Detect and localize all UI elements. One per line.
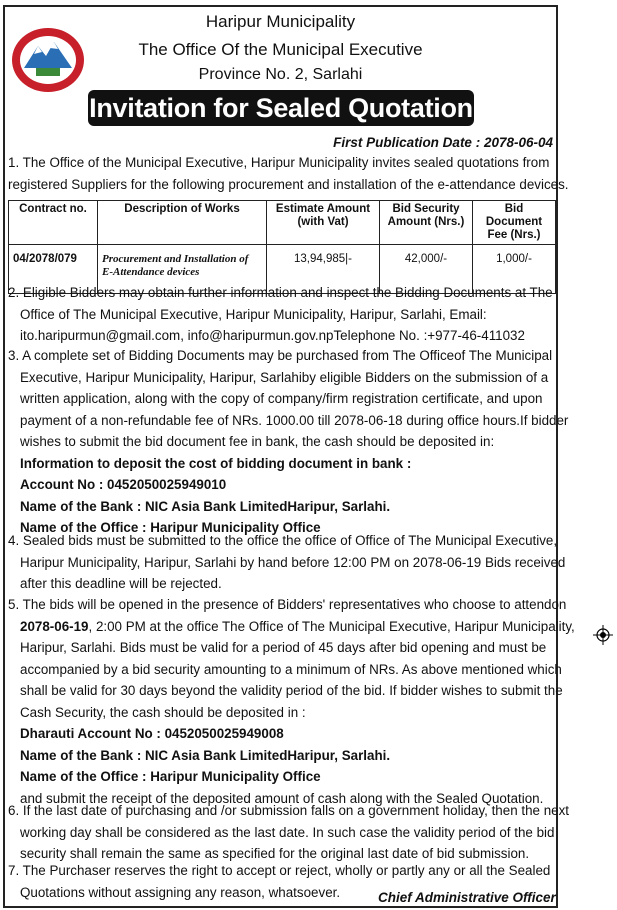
p5-line-2	[8, 616, 575, 638]
registration-mark-icon	[593, 625, 613, 645]
cell-doc-fee: 1,000/-	[473, 245, 556, 294]
p2-line-3: ito.haripurmun@gmail.com, info@haripurmun.gov.npTelephone No. :+977-46-411032	[20, 328, 525, 343]
paragraph-6	[8, 800, 570, 865]
p3-line-4: payment of a non-refundable fee of NRs. 1000.00 till 2078-06-18 during office hours.If bidder	[20, 412, 569, 428]
p4-line-2: Haripur Municipality, Haripur, Sarlahi by hand before 12:00 PM on 2078-06-19 Bids received	[20, 554, 566, 570]
cell-description: Procurement and Installation of E-Attendance devices	[98, 245, 267, 294]
signatory: Chief Administrative Officer	[378, 890, 556, 905]
account-number: Account No : 0452050025949010	[20, 477, 227, 492]
p3-line-1: 3. A complete set of Bidding Documents may be purchased from The Officeof The Municipal	[8, 348, 553, 363]
paragraph-5	[8, 594, 575, 809]
p5-line-5: shall be valid for 30 days beyond the validity period of the bid. If bidder wishes to submit the	[20, 683, 563, 698]
bank-name: Name of the Bank : NIC Asia Bank LimitedHaripur, Sarlahi.	[20, 498, 391, 514]
cell-bid-security: 42,000/-	[380, 245, 473, 294]
province-name: Province No. 2, Sarlahi	[198, 66, 363, 83]
p5-line-1: 5. The bids will be opened in the presence of Bidders' representatives who choose to attendon	[8, 597, 567, 612]
p1-line-2: registered Suppliers for the following procurement and installation of the e-attendance devices.	[8, 176, 569, 192]
office-name-bank: Name of the Office : Haripur Municipality Office	[20, 520, 321, 535]
p3-line-3: written application, along with the copy of company/firm registration certificate, and upon	[20, 391, 543, 406]
p3-line-2: Executive, Haripur Municipality, Haripur, Sarlahiby eligible Bidders on the submission of a	[20, 369, 549, 385]
bid-table	[8, 200, 556, 294]
publication-date: First Publication Date : 2078-06-04	[333, 135, 553, 150]
p2-line-1: 2. Eligible Bidders may obtain further information and inspect the Bidding Documents at The	[8, 285, 553, 300]
p5-line-3: Haripur, Sarlahi. Bids must be valid for a period of 45 days after bid opening and must be	[20, 640, 547, 655]
municipality-name: Haripur Municipality	[205, 12, 356, 31]
office-name: The Office Of the Municipal Executive	[138, 40, 423, 59]
office-name-2: Name of the Office : Haripur Municipality Office	[20, 769, 321, 784]
table-header-row	[9, 201, 556, 245]
col-contract-no: Contract no.	[9, 201, 98, 245]
opening-date: 2078-06-19	[20, 618, 89, 634]
cell-contract-no: 04/2078/079	[9, 245, 98, 294]
paragraph-3	[8, 345, 569, 539]
p3-line-5: wishes to submit the bid document fee in bank, the cash should be deposited in:	[20, 434, 495, 449]
p5-line-7: and submit the receipt of the deposited amount of cash along with the Sealed Quotation.	[20, 790, 544, 806]
p6-line-3: security shall remain the same as specified for the original last date of bid submission.	[20, 846, 530, 861]
p5-line-4: accompanied by a bid security amounting to a minimum of NRs. As above mentioned which	[20, 661, 562, 677]
p4-line-3: after this deadline will be rejected.	[20, 576, 222, 591]
p7-line-2: Quotations without assigning any reason, whatsoever.	[20, 884, 341, 900]
paragraph-4	[8, 530, 566, 595]
p2-line-2: Office of The Municipal Executive, Haripur Municipality, Haripur, Sarlahi, Email:	[20, 306, 487, 322]
p1-line-1: 1. The Office of the Municipal Executive, Haripur Municipality invites sealed quotations from	[8, 155, 550, 170]
p5-line-2-rest: , 2:00 PM at the office The Office of The Municipal Executive, Haripur Municipality,	[88, 618, 575, 634]
paragraph-2	[8, 282, 556, 347]
p5-line-6: Cash Security, the cash should be deposited in :	[20, 704, 306, 720]
notice-title: Invitation for Sealed Quotation	[88, 90, 474, 126]
p7-line-1: 7. The Purchaser reserves the right to accept or reject, wholly or partly any or all the Sealed	[8, 863, 551, 878]
bank-name-2: Name of the Bank : NIC Asia Bank LimitedHaripur, Sarlahi.	[20, 747, 391, 763]
p4-line-1: 4. Sealed bids must be submitted to the office the office of Office of The Municipal Executive,	[8, 533, 558, 548]
col-description: Description of Works	[98, 201, 267, 245]
p6-line-1: 6. If the last date of purchasing and /or submission falls on a government holiday, then the next	[8, 803, 570, 818]
paragraph-1	[8, 152, 569, 195]
dharauti-account: Dharauti Account No : 0452050025949008	[20, 726, 284, 741]
col-doc-fee: Bid Document Fee (Nrs.)	[473, 201, 556, 245]
cell-estimate: 13,94,985|-	[267, 245, 380, 294]
col-bid-security: Bid Security Amount (Nrs.)	[380, 201, 473, 245]
p6-line-2: working day shall be considered as the last date. In such case the validity period of the bid	[20, 824, 555, 840]
col-estimate: Estimate Amount (with Vat)	[267, 201, 380, 245]
bank-info-heading: Information to deposit the cost of bidding document in bank :	[20, 455, 412, 471]
